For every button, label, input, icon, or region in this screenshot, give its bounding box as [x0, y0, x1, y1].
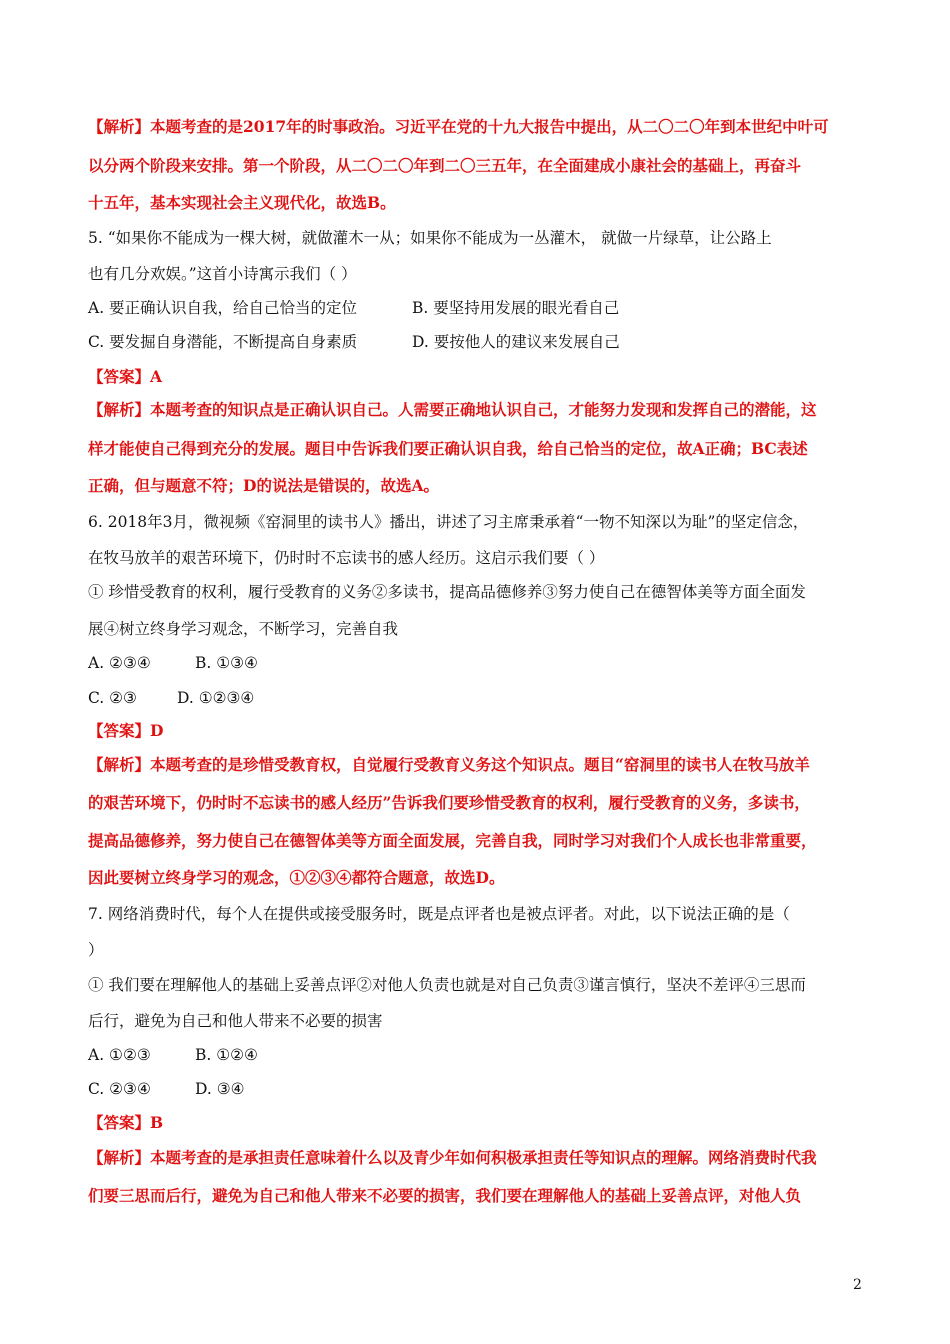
q7-analysis-line-1: 【解析】本题考查的是承担责任意味着什么以及青少年如何积极承担责任等知识点的理解。网络消费时代我 [88, 1148, 817, 1167]
page-number: 2 [853, 1277, 862, 1293]
q4-analysis-line-1: 【解析】本题考查的是2017年的时事政治。习近平在党的十九大报告中提出，从二〇二〇年到本世纪中叶可 [88, 117, 829, 136]
q6-analysis-line-4: 因此要树立终身学习的观念，①②③④都符合题意，故选D。 [88, 868, 505, 887]
q7-option-c: C. ②③④ [88, 1080, 151, 1098]
q6-option-b: B. ①③④ [195, 654, 258, 672]
q6-stem-line-1: 6. 2018年3月，微视频《窑洞里的读书人》播出，讲述了习主席秉承着“一物不知深以为耻”的坚定信念， [88, 513, 809, 531]
q4-analysis-line-3: 十五年，基本实现社会主义现代化，故选B。 [88, 193, 396, 212]
q6-stem-line-4: 展④树立终身学习观念，不断学习，完善自我 [88, 620, 399, 638]
q7-stem-line-2: ） [88, 941, 104, 959]
q5-answer: 【答案】A [88, 367, 163, 386]
q7-stem-line-4: 后行，避免为自己和他人带来不必要的损害 [88, 1012, 383, 1030]
q6-analysis-line-1: 【解析】本题考查的是珍惜受教育权，自觉履行受教育义务这个知识点。题目“窑洞里的读书人在牧马放羊 [88, 755, 810, 774]
q5-stem-line-2: 也有几分欢娱。”这首小诗寓示我们（ ） [88, 265, 357, 283]
q6-stem-line-3: ① 珍惜受教育的权利，履行受教育的义务②多读书，提高品德修养③努力使自己在德智体美等方面全面发 [88, 583, 806, 601]
q7-option-d: D. ③④ [195, 1080, 245, 1098]
q6-answer: 【答案】D [88, 721, 164, 740]
q6-analysis-line-3: 提高品德修养，努力使自己在德智体美等方面全面发展，完善自我，同时学习对我们个人成长也非常重要， [88, 831, 817, 850]
q5-option-d: D. 要按他人的建议来发展自己 [412, 333, 620, 351]
q5-analysis-line-1: 【解析】本题考查的知识点是正确认识自己。人需要正确地认识自己，才能努力发现和发挥自己的潜能，这 [88, 400, 817, 419]
q5-option-a: A. 要正确认识自我，给自己恰当的定位 [88, 299, 358, 317]
q6-option-c: C. ②③ [88, 689, 137, 707]
q7-stem-line-1: 7. 网络消费时代，每个人在提供或接受服务时，既是点评者也是被点评者。对此，以下说法正确的是（ [88, 905, 790, 923]
q7-answer: 【答案】B [88, 1113, 164, 1132]
q5-analysis-line-3: 正确，但与题意不符；D的说法是错误的，故选A。 [88, 476, 439, 495]
q6-option-d: D. ①②③④ [177, 689, 255, 707]
q5-option-b: B. 要坚持用发展的眼光看自己 [412, 299, 620, 317]
q6-stem-line-2: 在牧马放羊的艰苦环境下，仍时时不忘读书的感人经历。这启示我们要（ ） [88, 549, 605, 567]
q7-stem-line-3: ① 我们要在理解他人的基础上妥善点评②对他人负责也就是对自己负责③谨言慎行，坚决不差评④三思而 [88, 976, 806, 994]
q5-analysis-line-2: 样才能使自己得到充分的发展。题目中告诉我们要正确认识自我，给自己恰当的定位，故A正确；BC表述 [88, 439, 808, 458]
q4-analysis-line-2: 以分两个阶段来安排。第一个阶段，从二〇二〇年到二〇三五年，在全面建成小康社会的基础上，再奋斗 [88, 156, 802, 175]
q7-analysis-line-2: 们要三思而后行，避免为自己和他人带来不必要的损害，我们要在理解他人的基础上妥善点评，对他人负 [88, 1186, 802, 1205]
q5-stem-line-1: 5. “如果你不能成为一棵大树，就做灌木一从；如果你不能成为一丛灌木， 就做一片绿草，让公路上 [88, 229, 772, 247]
q6-analysis-line-2: 的艰苦环境下，仍时时不忘读书的感人经历”告诉我们要珍惜受教育的权利，履行受教育的义务，多读书， [88, 793, 810, 812]
q6-option-a: A. ②③④ [88, 654, 151, 672]
q7-option-a: A. ①②③ [88, 1046, 151, 1064]
q5-option-c: C. 要发掘自身潜能，不断提高自身素质 [88, 333, 358, 351]
q7-option-b: B. ①②④ [195, 1046, 258, 1064]
